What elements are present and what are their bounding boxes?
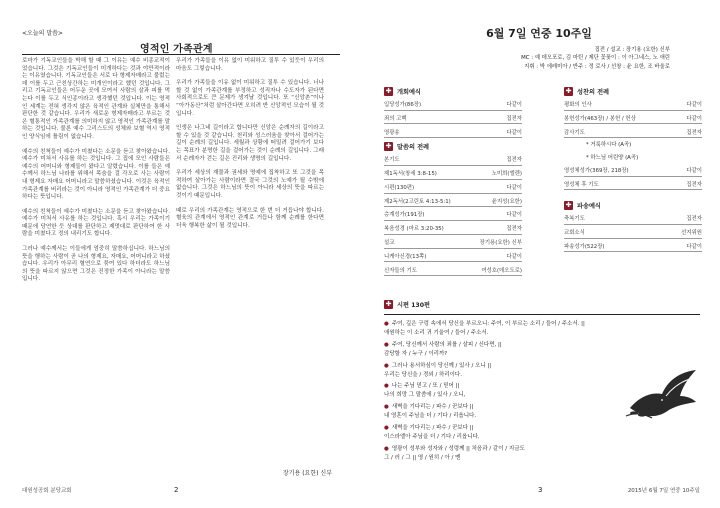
psalm-verse: ● 주여, 깊은 구렁 속에서 당신을 부르오니: 주여, 이 부르는 소리 / 들어 / 주소서. || 애원하는 이 소리 귀 기울여 / 들어 / 주소서. xyxy=(384,321,585,336)
order-item: 시편(130편) 다같이 xyxy=(384,183,522,194)
psalm-divider xyxy=(384,314,700,315)
section-heading: ✚ 말씀의 전례 xyxy=(385,141,430,151)
paragraph: 우리가 가족들을 이유 없이 미워하고 질투 수 있습니다. 너나 할 것 없이 가족관계를 부정하고 성직자나 수도자가 된다면 사회적으로도 큰 문제가 생겨날 것입니다. 또 “신앙촌”이나 “아가동산”처럼 살아간다면 오히려 반 신앙적인 모습이 될 것입니다. xyxy=(176,80,324,117)
order-item: 본기도 집전자 xyxy=(384,155,522,166)
paragraph: 로마가 기독교인들을 박해 할 때 그 이유는 예수 비종교적이었습니다. 그것은 기독교인들이 미개하다는 것과 야만적이라는 이유였습니다. 기독교인들은 서로 다 형제자매라고 불렀는데 이를 두고 근친상간하는 미개인이라고 했던 것입니다. 그리고 기독교인들은 어두운 곳에 모여서 사람의 살과 피를 먹는다 이를 두고 식인종이라고 생각했던 것입니다. 이는 영적인 세계는 전혀 생각지 않은 육적인 관계와 실체만을 통해서 판단한 것 같습니다. 우리가 새로운 형제자매라고 부르는 것은 혈통적인 가족관계를 의미하지 않고 영적인 가족관계를 말하는 것입니다. 물론 예수 그리스도의 성체와 보혈 역시 영적인 양식임에 틀림이 없습니다. xyxy=(22,58,170,140)
dove-icon xyxy=(622,366,702,426)
psalm-verse: ● 새벽을 기다리는 / 파수 / 꾼보다 || 내 영혼이 주님을 더 / 기다 / 리옵니다. xyxy=(384,404,477,420)
cross-icon: ✚ xyxy=(385,86,392,95)
order-item: 입당성가(86장) 다같이 xyxy=(384,100,522,111)
paragraph: 예수의 친척들이 예수가 미쳤다는 소문을 듣고 찾아왔습니다. 예수가 미쳐서 사유를 하는 것입니다. 혹시 우리는 가족이기 때문에 당연한 듯 상대를 판단하고 제멋대로 판단하여 한 사람을 미쳤다고 정의 내리기도 합니다. xyxy=(22,208,170,238)
section-heading: ✚ 파송예식 xyxy=(565,200,601,210)
order-item: 영성체성가(369장, 218장) 다같이 xyxy=(564,166,702,177)
psalm-verse: ● 새벽을 기다리는 / 파수 / 꾼보다 || 이스라엘아 주님을 더 / 기다 / 리옵니다. xyxy=(384,425,480,440)
service-title: 6월 7일 연중 10주일 xyxy=(486,27,592,40)
order-item: 교회소식 선지위원 xyxy=(564,228,702,239)
order-item: 평화의 인사 다같이 xyxy=(564,100,702,111)
psalm-heading: ✚ 시편 130편 xyxy=(385,300,431,309)
order-item: 감사기도 집전자 xyxy=(564,128,702,139)
cross-icon: ✚ xyxy=(385,300,392,308)
psalm-verse: ● 영광이 성부와 성자와 / 성령께 || 처음과 / 같이 / 지금도 그 / 러 / 그 || 영 / 원히 / 아 / 멘 xyxy=(384,445,525,461)
order-item: 신자들의 기도 여성호(데오도로) xyxy=(384,266,522,277)
order-item: 파송성가(522장) 다같이 xyxy=(564,242,702,253)
footer-date: 2015년 6월 7일 연중 10주일 xyxy=(627,488,700,494)
paragraph: 그러나 예수께서는 이들에게 엄중히 말씀하십니다. 하느님의 뜻을 행하는 사람이 곧 나의 형제요, 자매요, 어머니라고 하셨습니다. 우리가 아무리 혈연으로 묶여 있다 하더라도 하느님의 뜻을 따르지 않으면 그것은 진정한 가족이 아니라는 말씀입니다. xyxy=(22,246,170,283)
paragraph: 때로 우리의 가족관계는 영적으로 한 번 더 거듭나야 합니다. 혈육의 관계에서 영적인 관계로 거듭나 함께 순례를 한다면 더욱 행복한 삶이 될 것입니다. xyxy=(176,207,324,229)
sermon-column-2 xyxy=(176,58,324,486)
paragraph: 우리가 세상의 재물과 권세와 명예에 집착하고 또 그것을 목적하여 살아가는 사람이라면 결국 그것의 노예가 될 수밖에 없습니다. 그것은 하느님의 뜻이 아니라 세상의 뜻을 따르는 것이기 때문입니다. xyxy=(176,170,324,199)
order-item: 영성체 후 기도 집전자 xyxy=(564,180,702,191)
officiant-line: 집전 / 설교 : 장기용 (요한) 신부 xyxy=(594,47,670,53)
cross-icon: ✚ xyxy=(565,86,572,95)
section-heading: ✚ 개회예식 xyxy=(385,86,421,96)
order-item: 영광송 다같이 xyxy=(384,128,522,139)
service-info xyxy=(420,46,670,71)
order-item: 축복기도 집전자 xyxy=(564,214,702,225)
sermon-title: 영적인 가족관계 xyxy=(140,44,213,55)
right-page xyxy=(360,0,720,508)
paragraph: 예수의 친척들이 예수가 미쳤다는 소문을 듣고 찾아왔습니다. 예수가 미쳐서 사유를 하는 것입니다. 그 집에 모인 사람들은 예수의 어머니와 형제들이 왔다고 알렸습니다. 이를 들은 예수께서 하느님 나라를 위해서 목숨을 걸 각오로 사는 사람이 내 형제요 자매요 어머니라고 말씀하셨습니다. 이것은 육적인 가족관계를 버리라는 것이 아니라 영적인 가족관계가 더 중요하다는 뜻입니다. xyxy=(22,148,170,201)
order-item: 죄의 고백 집전자 xyxy=(384,114,522,125)
order-item: 니케아신경(13쪽) 다같이 xyxy=(384,252,522,263)
cross-icon: ✚ xyxy=(385,141,392,150)
page-number: 2 xyxy=(174,486,179,494)
footer-church-name: 대원성공회 분당교회 xyxy=(22,488,72,494)
order-item: 봉헌성가(463장) / 봉헌 / 헌상 다같이 xyxy=(564,114,702,125)
order-item: 제1독서(창세 3:8-15) 노미희(엘렌) xyxy=(384,169,522,180)
order-item: 복음성경 (마르 3:20-35) 집전자 xyxy=(384,224,522,235)
section-heading: ✚ 성찬의 전례 xyxy=(565,86,610,96)
cross-icon: ✚ xyxy=(565,200,572,209)
music-line: 지휘 : 박 에레미아 / 반주 : 정 로사 / 선창 : 윤 요한, 조 바울로 xyxy=(524,63,670,70)
order-column-1 xyxy=(384,84,522,279)
sanctus-note: * 거룩하시다 (A곡) xyxy=(586,142,632,149)
paragraph: 우리가 가족들을 이유 없이 미워하고 질투 수 있듯이 우리의 마음도 그렇습니다. xyxy=(176,58,324,72)
order-item: 층계성가(191장) 다같이 xyxy=(384,210,522,221)
psalm-verse: ● 주여, 당신께서 사람의 죄를 / 살피 / 신다면, || 감당할 자 / 누구 / 이리까? xyxy=(384,341,502,357)
psalm-verse: ● 그러나 용서하심이 당신께 / 있사 / 오니 || 우리는 당신을 / 경외 / 하리이다. xyxy=(384,362,492,378)
sermon-signature: 장기용 (요한) 신부 xyxy=(282,470,332,477)
paragraph: 인생은 나그네 길이라고 합니다만 신앙은 순례자의 길이라고 할 수 있을 것 같습니다. 천리와 성스러움을 찾아서 걸어가는 길이 순례의 길입니다. 세월과 상황에 떠밀려 걸어가기 보다는 목표가 분명한 길을 걸어가는 것이 순례의 길입니다. 그래서 순례자가 걷는 길은 진리와 생명의 길입니다. xyxy=(176,125,324,162)
ministers-line: MC : 예 데오포로, 김 마틴 / 제단 꽃꽂이 : 이 아그네스, 노 애린 xyxy=(521,55,670,62)
order-column-2 xyxy=(564,84,702,256)
title-divider xyxy=(22,54,340,55)
agnus-dei-note: * 하느님 어린양 (A곡) xyxy=(586,154,639,161)
order-item: 설교 장기용(요한) 신부 xyxy=(384,238,522,249)
order-item: 제2독서(2고린토 4:13-5:1) 윤지성(요한) xyxy=(384,197,522,208)
psalm-verse: ● 나는 주님 믿고 / 또 / 믿어 || 나의 희망 그 말씀에 / 있사 / 오니, xyxy=(384,383,466,399)
sermon-column-1 xyxy=(22,58,170,482)
section-header: <오늘의 말씀> xyxy=(22,30,63,37)
page-number: 3 xyxy=(538,486,543,494)
